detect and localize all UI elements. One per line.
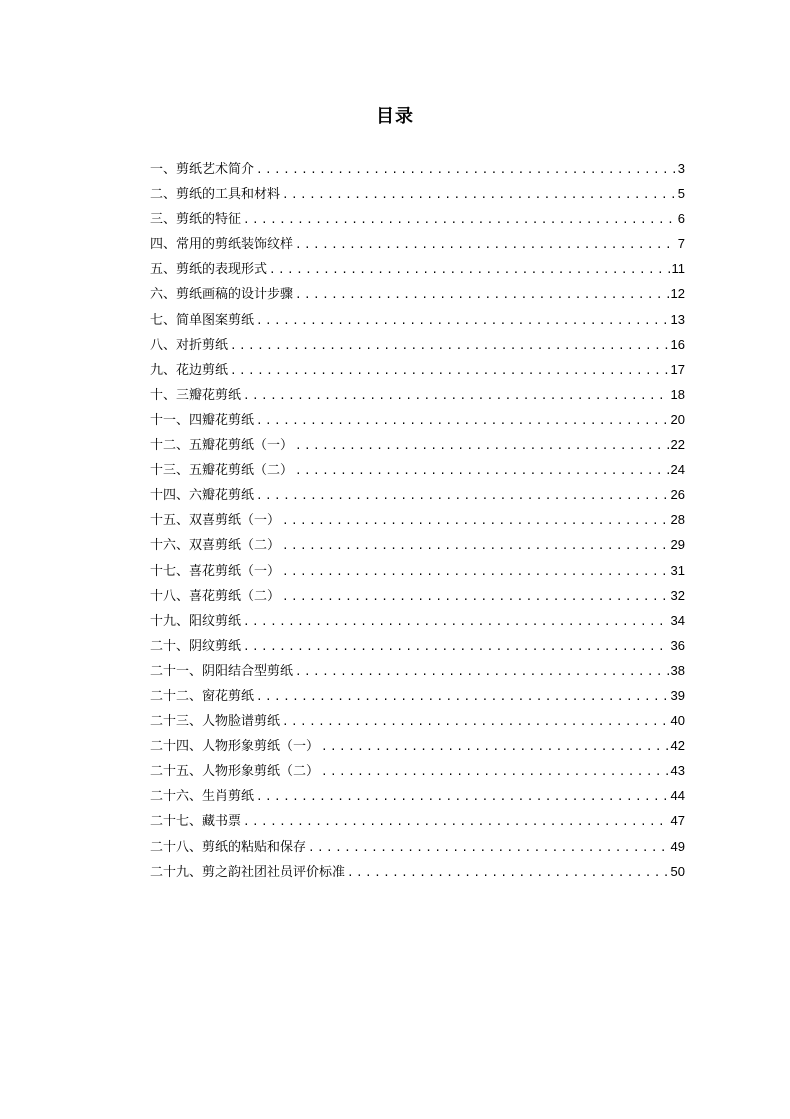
toc-entry-title: 十、三瓣花剪纸 xyxy=(150,387,242,403)
toc-entry-page-number: 22 xyxy=(670,437,685,453)
toc-entry-title: 一、剪纸艺术简介 xyxy=(150,162,255,177)
toc-dot-leader xyxy=(269,257,669,282)
toc-entry-title: 十五、双喜剪纸（一） xyxy=(150,513,281,529)
toc-entry-title: 二十七、藏书票 xyxy=(150,814,242,830)
page-title: 目录 xyxy=(376,106,414,127)
toc-entry[interactable] xyxy=(150,407,685,432)
toc-entry[interactable] xyxy=(150,658,685,683)
toc-entry-page-number: 49 xyxy=(670,838,685,854)
toc-entry-page-number: 47 xyxy=(670,813,685,829)
toc-entry-title: 二十六、生肖剪纸 xyxy=(150,789,255,805)
toc-dot-leader xyxy=(256,308,669,333)
toc-entry-page-number: 17 xyxy=(670,361,685,377)
toc-entry-page-number: 18 xyxy=(670,386,685,402)
table-of-contents xyxy=(150,156,685,884)
toc-entry-page-number: 38 xyxy=(670,662,685,678)
toc-entry-title: 十七、喜花剪纸（一） xyxy=(150,563,281,579)
toc-entry[interactable] xyxy=(150,457,685,482)
toc-entry-title: 十四、六瓣花剪纸 xyxy=(150,488,255,504)
toc-entry-title: 二十二、窗花剪纸 xyxy=(150,688,255,704)
toc-entry[interactable] xyxy=(150,332,685,357)
toc-entry[interactable] xyxy=(150,783,685,808)
toc-entry[interactable] xyxy=(150,482,685,507)
toc-dot-leader xyxy=(282,533,669,558)
toc-entry[interactable] xyxy=(150,206,685,231)
toc-dot-leader xyxy=(243,634,669,659)
toc-dot-leader xyxy=(243,207,676,232)
toc-entry[interactable] xyxy=(150,432,685,457)
toc-entry[interactable] xyxy=(150,683,685,708)
toc-dot-leader xyxy=(282,182,676,207)
toc-dot-leader xyxy=(256,784,669,809)
toc-entry-title: 七、简单图案剪纸 xyxy=(150,312,255,328)
toc-entry[interactable] xyxy=(150,231,685,256)
toc-dot-leader xyxy=(282,508,669,533)
toc-entry-title: 二十五、人物形象剪纸（二） xyxy=(150,764,320,780)
toc-dot-leader xyxy=(243,383,669,408)
toc-entry-title: 八、对折剪纸 xyxy=(150,337,229,353)
toc-entry[interactable] xyxy=(150,181,685,206)
toc-entry-page-number: 36 xyxy=(670,637,685,653)
toc-dot-leader xyxy=(321,759,669,784)
toc-entry-title: 二十九、剪之韵社团社员评价标准 xyxy=(150,864,346,880)
toc-dot-leader xyxy=(230,333,669,358)
toc-entry[interactable] xyxy=(150,808,685,833)
toc-dot-leader xyxy=(295,232,676,257)
toc-dot-leader xyxy=(295,282,669,307)
toc-entry-page-number: 40 xyxy=(670,713,685,729)
toc-entry-page-number: 34 xyxy=(670,612,685,628)
toc-dot-leader xyxy=(256,483,669,508)
toc-dot-leader xyxy=(295,433,669,458)
toc-entry-title: 三、剪纸的特征 xyxy=(150,212,242,228)
toc-entry-page-number: 24 xyxy=(670,462,685,478)
toc-entry[interactable] xyxy=(150,281,685,306)
toc-entry-title: 二、剪纸的工具和材料 xyxy=(150,187,281,203)
toc-dot-leader xyxy=(230,358,669,383)
toc-entry[interactable] xyxy=(150,859,685,884)
toc-entry[interactable] xyxy=(150,532,685,557)
toc-entry[interactable] xyxy=(150,633,685,658)
toc-entry-title: 四、常用的剪纸装饰纹样 xyxy=(150,237,294,253)
toc-entry[interactable] xyxy=(150,733,685,758)
toc-entry[interactable] xyxy=(150,558,685,583)
toc-entry-page-number: 3 xyxy=(677,161,685,176)
toc-entry-page-number: 50 xyxy=(670,863,685,879)
toc-dot-leader xyxy=(295,458,669,483)
toc-dot-leader xyxy=(243,609,669,634)
toc-entry-title: 十九、阳纹剪纸 xyxy=(150,613,242,629)
toc-dot-leader xyxy=(256,684,669,709)
toc-entry-page-number: 44 xyxy=(670,788,685,804)
toc-entry-page-number: 42 xyxy=(670,738,685,754)
toc-entry[interactable] xyxy=(150,608,685,633)
toc-entry-title: 十二、五瓣花剪纸（一） xyxy=(150,438,294,454)
toc-entry-page-number: 31 xyxy=(670,562,685,578)
toc-entry[interactable] xyxy=(150,834,685,859)
toc-entry[interactable] xyxy=(150,507,685,532)
toc-entry-title: 九、花边剪纸 xyxy=(150,362,229,378)
toc-dot-leader xyxy=(243,809,669,834)
toc-entry[interactable] xyxy=(150,357,685,382)
toc-entry-page-number: 6 xyxy=(677,211,685,227)
toc-dot-leader xyxy=(295,659,669,684)
toc-entry-title: 二十、阴纹剪纸 xyxy=(150,638,242,654)
toc-entry-page-number: 20 xyxy=(670,411,685,427)
toc-dot-leader xyxy=(282,584,669,609)
toc-entry-title: 十八、喜花剪纸（二） xyxy=(150,588,281,604)
toc-entry-page-number: 12 xyxy=(670,286,685,302)
toc-entry[interactable] xyxy=(150,708,685,733)
toc-entry-title: 十三、五瓣花剪纸（二） xyxy=(150,463,294,479)
toc-entry-title: 十六、双喜剪纸（二） xyxy=(150,538,281,554)
toc-entry[interactable] xyxy=(150,256,685,281)
toc-entry-title: 二十一、阴阳结合型剪纸 xyxy=(150,663,294,679)
toc-dot-leader xyxy=(321,734,669,759)
toc-entry-title: 二十八、剪纸的粘贴和保存 xyxy=(150,839,307,855)
toc-entry-title: 五、剪纸的表现形式 xyxy=(150,262,268,278)
toc-dot-leader xyxy=(282,709,669,734)
toc-entry-title: 六、剪纸画稿的设计步骤 xyxy=(150,287,294,303)
toc-entry-page-number: 39 xyxy=(670,687,685,703)
toc-entry[interactable] xyxy=(150,156,685,181)
toc-entry-page-number: 32 xyxy=(670,587,685,603)
toc-dot-leader xyxy=(308,835,669,860)
toc-entry-page-number: 29 xyxy=(670,537,685,553)
toc-entry[interactable] xyxy=(150,758,685,783)
toc-entry-page-number: 7 xyxy=(677,236,685,252)
toc-entry-page-number: 16 xyxy=(670,336,685,352)
toc-dot-leader xyxy=(347,860,669,885)
toc-entry[interactable] xyxy=(150,307,685,332)
toc-entry-page-number: 28 xyxy=(670,512,685,528)
toc-entry[interactable] xyxy=(150,382,685,407)
toc-entry-title: 二十三、人物脸谱剪纸 xyxy=(150,714,281,730)
toc-entry[interactable] xyxy=(150,583,685,608)
toc-dot-leader xyxy=(282,559,669,584)
toc-entry-page-number: 26 xyxy=(670,487,685,503)
toc-dot-leader xyxy=(256,408,669,433)
toc-dot-leader xyxy=(256,157,676,182)
toc-entry-title: 二十四、人物形象剪纸（一） xyxy=(150,739,320,755)
toc-entry-page-number: 11 xyxy=(671,261,685,277)
toc-entry-title: 十一、四瓣花剪纸 xyxy=(150,412,255,428)
toc-entry-page-number: 43 xyxy=(670,763,685,779)
toc-entry-page-number: 13 xyxy=(670,311,685,327)
toc-entry-page-number: 5 xyxy=(677,186,685,202)
